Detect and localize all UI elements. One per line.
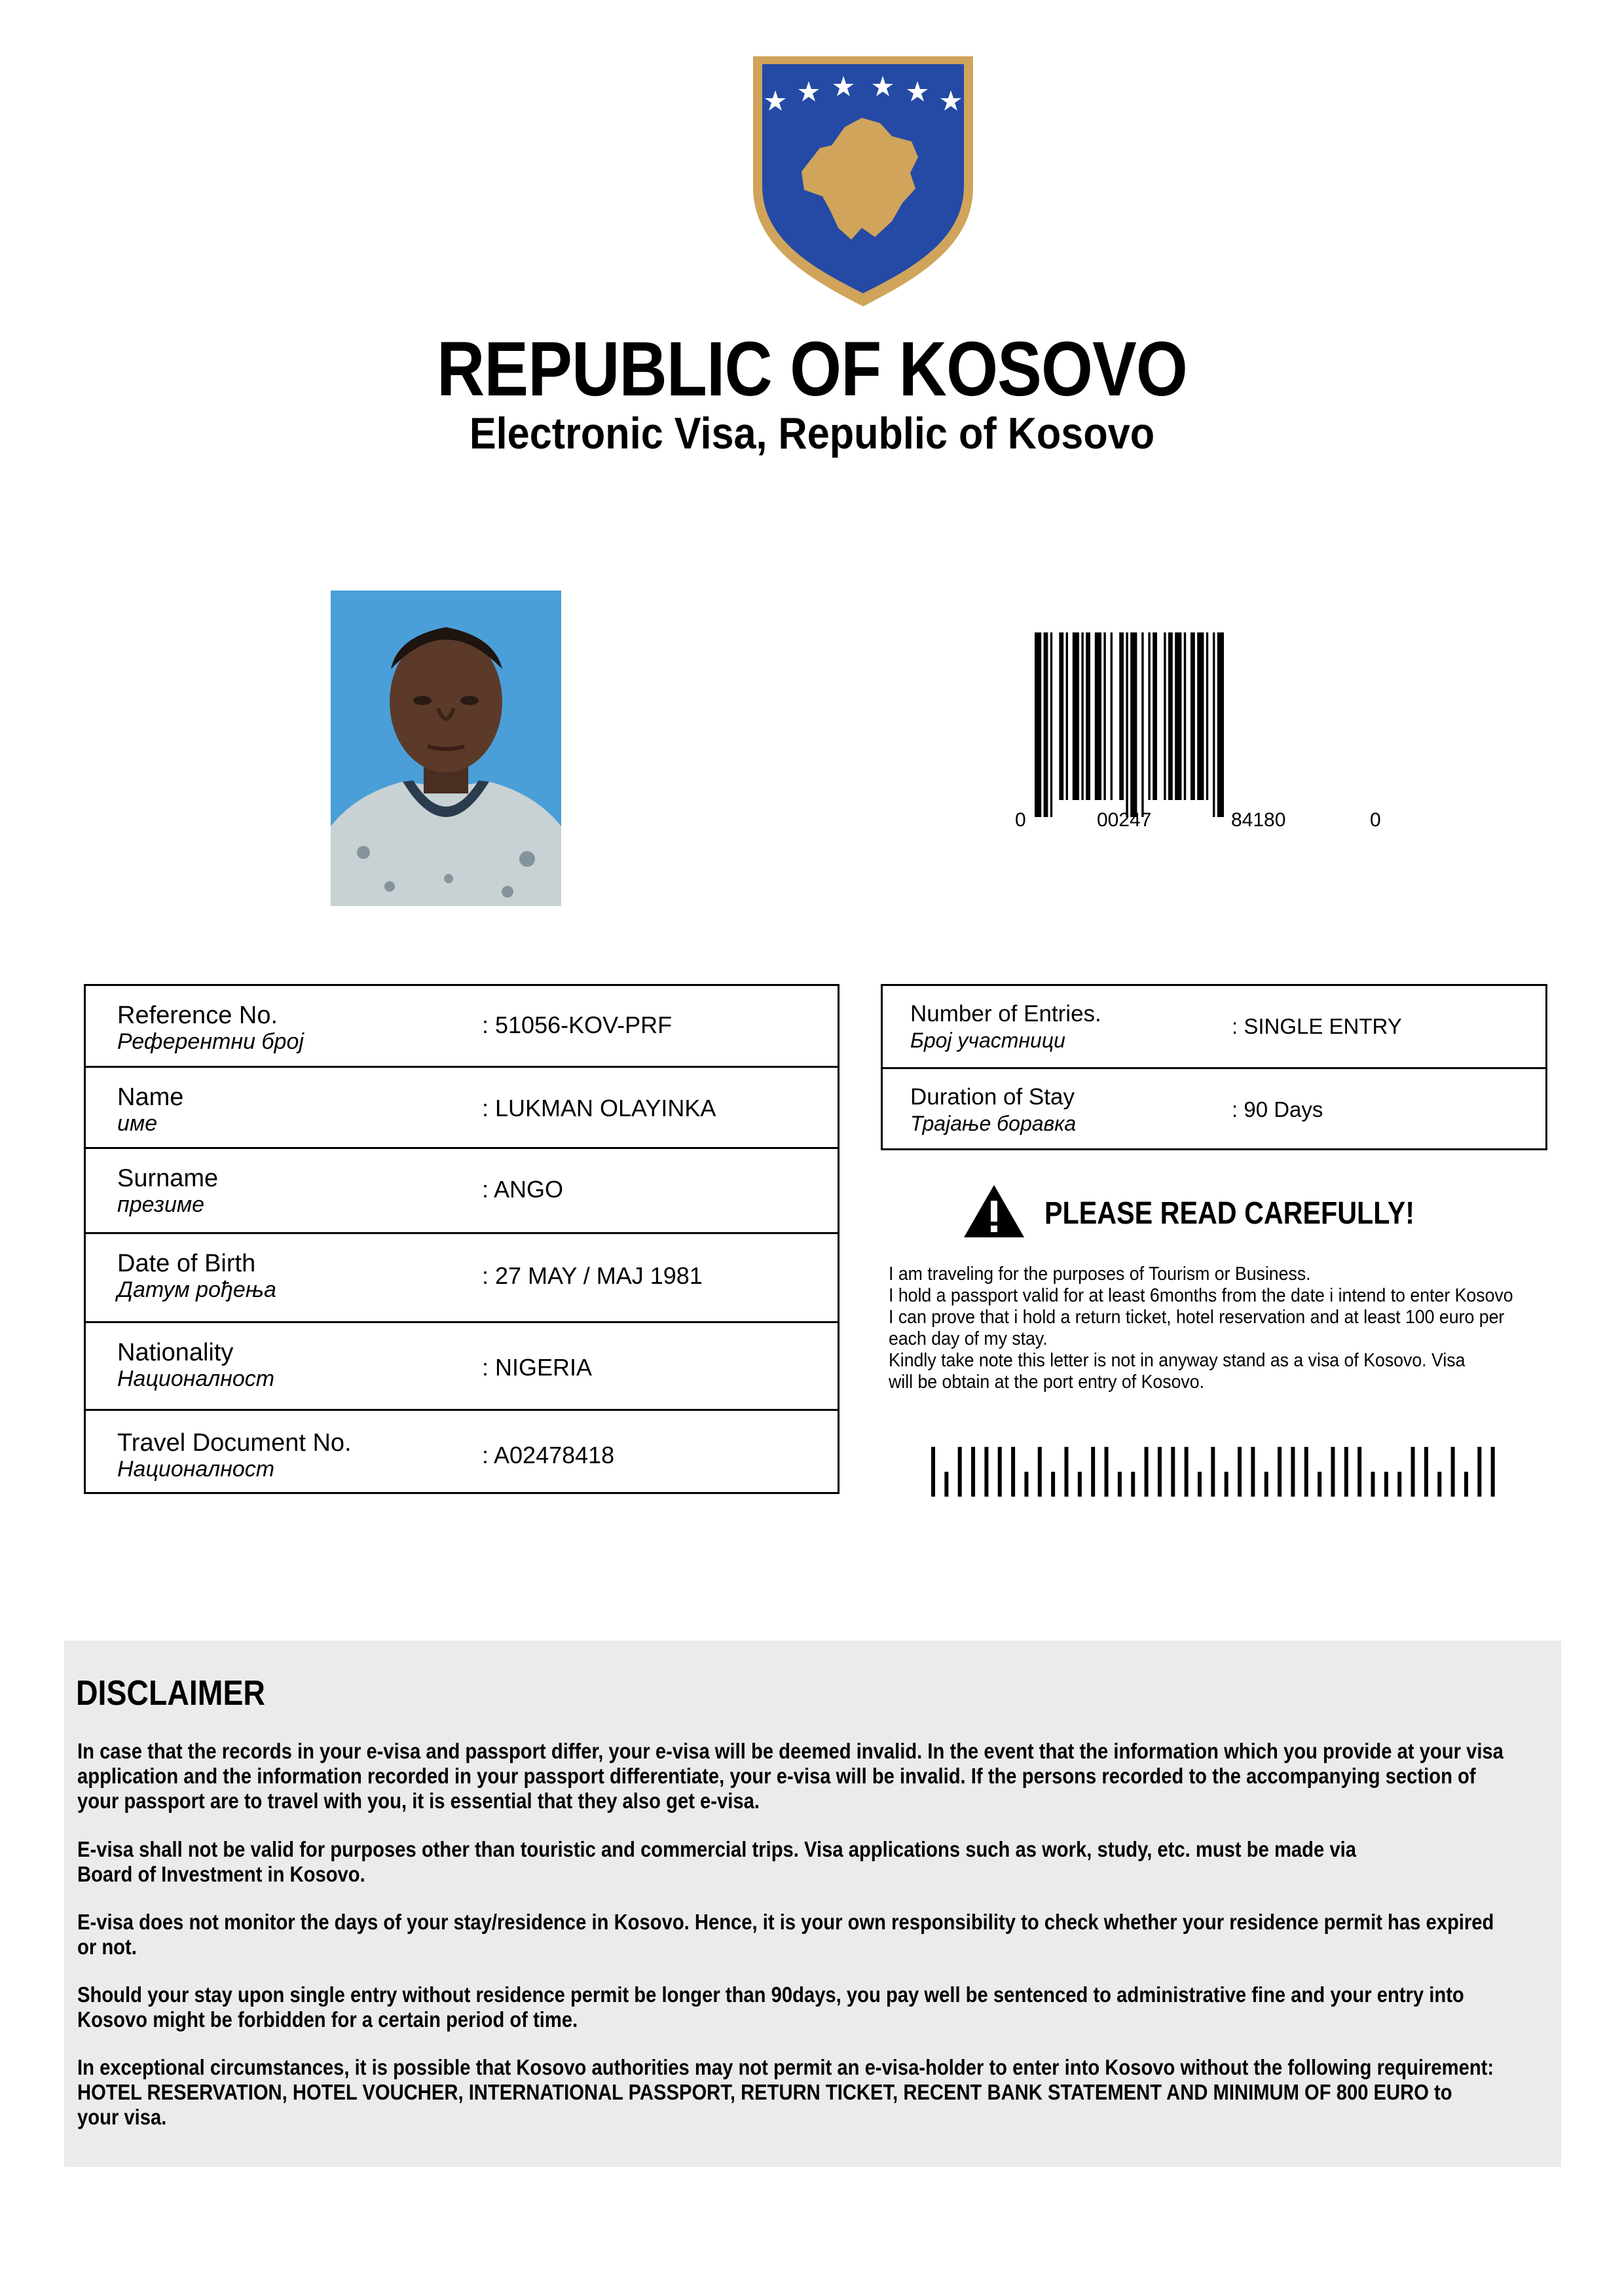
postal-barcode-bar — [1411, 1447, 1415, 1497]
barcode-bar — [1103, 632, 1105, 800]
postal-barcode-bar — [1451, 1447, 1455, 1497]
barcode-bar — [1050, 632, 1052, 817]
postal-barcode — [930, 1446, 1503, 1498]
postal-barcode-bar — [1491, 1447, 1495, 1497]
postal-barcode-bar — [1145, 1447, 1149, 1497]
notice-line: I hold a passport valid for at least 6months from the date i intend to enter Kosovo — [889, 1285, 1513, 1306]
barcode-bar — [1164, 632, 1166, 800]
postal-barcode-bar — [1024, 1472, 1028, 1497]
kosovo-coat-of-arms — [747, 50, 980, 309]
postal-barcode-bar — [1118, 1472, 1122, 1497]
name-value: : LUKMAN OLAYINKA — [482, 1095, 716, 1121]
barcode-bar — [1184, 632, 1186, 800]
barcode-digit-2: 00247 — [1097, 809, 1152, 830]
barcode-bar — [1086, 632, 1090, 800]
postal-barcode-bar — [1371, 1472, 1375, 1497]
barcode — [1008, 630, 1388, 830]
nationality-label: Nationality Националност — [117, 1339, 275, 1391]
disclaimer-paragraph — [77, 1837, 1491, 1887]
postal-barcode-bar — [1198, 1472, 1202, 1497]
dob-value: : 27 MAY / MAJ 1981 — [482, 1262, 703, 1289]
row-entries — [883, 986, 1545, 1067]
duration-value: : 90 Days — [1232, 1097, 1323, 1121]
barcode-digit-1: 0 — [1015, 809, 1026, 830]
reference-value: : 51056-KOV-PRF — [482, 1011, 673, 1038]
duration-label: Duration of Stay Трајање боравка — [910, 1084, 1077, 1135]
postal-barcode-bar — [1344, 1447, 1348, 1497]
disclaimer-line: or not. — [77, 1935, 137, 1959]
postal-barcode-bar — [1091, 1447, 1095, 1497]
barcode-bar — [1197, 632, 1204, 800]
notice-line: each day of my stay. — [889, 1328, 1048, 1349]
barcode-bar — [1148, 632, 1150, 800]
barcode-bar — [1035, 632, 1041, 817]
postal-barcode-bar — [1437, 1472, 1441, 1497]
travel-doc-label: Travel Document No. Националност — [117, 1429, 352, 1482]
postal-barcode-bar — [1304, 1447, 1308, 1497]
row-surname — [86, 1147, 838, 1232]
postal-barcode-bar — [958, 1447, 962, 1497]
disclaimer-line: E-visa shall not be valid for purposes other than touristic and commercial trips. Visa applications such as work, study, etc. must be made via — [77, 1837, 1356, 1861]
applicant-details-table — [84, 984, 840, 1494]
surname-label: Surname презиме — [117, 1165, 219, 1217]
row-name — [86, 1066, 838, 1147]
barcode-bar — [1066, 632, 1068, 800]
postal-barcode-bar — [998, 1447, 1002, 1497]
visa-details-table — [881, 984, 1547, 1150]
surname-value: : ANGO — [482, 1176, 564, 1203]
disclaimer-paragraph — [77, 1739, 1504, 1813]
barcode-digit-4: 0 — [1370, 809, 1381, 830]
notice-line: Kindly take note this letter is not in anyway stand as a visa of Kosovo. Visa — [889, 1350, 1466, 1371]
disclaimer-paragraph — [77, 1910, 1494, 1959]
disclaimer-paragraph — [77, 1982, 1491, 2032]
notice-line: I am traveling for the purposes of Tourism or Business. — [889, 1264, 1311, 1285]
postal-barcode-bar — [1251, 1447, 1255, 1497]
postal-barcode-bar — [1211, 1447, 1215, 1497]
postal-barcode-bar — [1158, 1447, 1162, 1497]
disclaimer-line: Board of Investment in Kosovo. — [77, 1862, 365, 1886]
postal-barcode-bar — [931, 1447, 935, 1497]
postal-barcode-bar — [1131, 1472, 1135, 1497]
disclaimer-section — [64, 1641, 1561, 2167]
page-title: REPUBLIC OF KOSOVO — [436, 326, 1187, 412]
reference-label: Reference No. Референтни број — [117, 1002, 304, 1054]
postal-barcode-bar — [1397, 1472, 1401, 1497]
barcode-bar — [1190, 632, 1195, 800]
postal-barcode-bar — [1357, 1447, 1361, 1497]
postal-barcode-bar — [984, 1447, 988, 1497]
dob-label: Date of Birth Датум рођења — [117, 1250, 276, 1302]
postal-barcode-bar — [1064, 1447, 1068, 1497]
travel-doc-value: : A02478418 — [482, 1442, 615, 1468]
postal-barcode-bar — [1171, 1447, 1175, 1497]
postal-barcode-bar — [1331, 1447, 1335, 1497]
postal-barcode-bar — [1105, 1447, 1109, 1497]
barcode-bar — [1213, 632, 1215, 817]
barcode-bar — [1206, 632, 1208, 800]
disclaimer-paragraph — [77, 2055, 1494, 2130]
name-label: Name име — [117, 1084, 184, 1136]
postal-barcode-bar — [1424, 1447, 1428, 1497]
postal-barcode-bar — [1384, 1472, 1388, 1497]
barcode-bar — [1044, 632, 1048, 817]
postal-barcode-bar — [1011, 1447, 1015, 1497]
postal-barcode-bar — [971, 1447, 975, 1497]
barcode-bar — [1073, 632, 1079, 800]
postal-barcode-bar — [1238, 1447, 1242, 1497]
postal-barcode-bar — [1185, 1447, 1189, 1497]
barcode-bar — [1168, 632, 1173, 800]
nationality-value: : NIGERIA — [482, 1354, 593, 1381]
warning-icon — [963, 1184, 1025, 1239]
postal-barcode-bar — [1278, 1447, 1282, 1497]
notice-title: PLEASE READ CAREFULLY! — [1044, 1196, 1414, 1231]
disclaimer-title: DISCLAIMER — [76, 1673, 265, 1713]
row-nationality — [86, 1321, 838, 1409]
postal-barcode-bar — [1477, 1447, 1481, 1497]
notice-text — [889, 1264, 1570, 1393]
barcode-bar — [1126, 632, 1128, 817]
postal-barcode-bar — [1264, 1472, 1268, 1497]
postal-barcode-bar — [1078, 1472, 1082, 1497]
barcode-bar — [1059, 632, 1063, 800]
barcode-bar — [1141, 632, 1143, 817]
postal-barcode-bar — [944, 1472, 948, 1497]
notice-line: will be obtain at the port entry of Kosovo. — [889, 1372, 1205, 1393]
barcode-bar — [1111, 632, 1113, 800]
postal-barcode-bar — [1318, 1472, 1321, 1497]
disclaimer-line: E-visa does not monitor the days of your stay/residence in Kosovo. Hence, it is your own responsibility to check whether your residence permit has expired — [77, 1910, 1494, 1934]
barcode-bar — [1081, 632, 1083, 800]
disclaimer-line: In case that the records in your e-visa and passport differ, your e-visa will be deemed invalid. In the event that the information which you provide at your visa — [77, 1739, 1504, 1763]
notice-line: I can prove that i hold a return ticket, hotel reservation and at least 100 euro per — [889, 1307, 1505, 1328]
entries-value: : SINGLE ENTRY — [1232, 1014, 1402, 1038]
disclaimer-line: Should your stay upon single entry without residence permit be longer than 90days, you pay well be sentenced to administrative fine and your entry into — [77, 1982, 1464, 2007]
barcode-bar — [1119, 632, 1124, 800]
barcode-bar — [1217, 632, 1224, 817]
applicant-photo — [331, 591, 561, 906]
disclaimer-line: Kosovo might be forbidden for a certain period of time. — [77, 2007, 578, 2032]
disclaimer-line: application and the information recorded in your passport differentiate, your e-visa will be invalid. If the persons recorded to the accompanying section of — [77, 1764, 1476, 1788]
row-travel-document — [86, 1409, 838, 1492]
disclaimer-line: In exceptional circumstances, it is possible that Kosovo authorities may not permit an e-visa-holder to enter into Kosovo without the following requirement: — [77, 2055, 1494, 2079]
barcode-bar — [1130, 632, 1137, 817]
postal-barcode-bar — [1464, 1472, 1468, 1497]
disclaimer-line: your visa. — [77, 2105, 167, 2129]
row-duration — [883, 1067, 1545, 1148]
postal-barcode-bar — [1225, 1472, 1228, 1497]
barcode-bar — [1175, 632, 1181, 800]
entries-label: Number of Entries. Број участници — [910, 1001, 1101, 1052]
barcode-bar — [1153, 632, 1157, 800]
row-dob — [86, 1232, 838, 1321]
barcode-digit-3: 84180 — [1231, 809, 1286, 830]
postal-barcode-bar — [1038, 1447, 1042, 1497]
barcode-bar — [1095, 632, 1101, 800]
disclaimer-line: HOTEL RESERVATION, HOTEL VOUCHER, INTERNATIONAL PASSPORT, RETURN TICKET, RECENT BANK STATEMENT AND MINIMUM OF 800 EURO to — [77, 2080, 1452, 2104]
page-subtitle: Electronic Visa, Republic of Kosovo — [469, 409, 1155, 458]
disclaimer-line: your passport are to travel with you, it is essential that they also get e-visa. — [77, 1789, 760, 1813]
row-reference — [86, 986, 838, 1066]
postal-barcode-bar — [1051, 1472, 1055, 1497]
postal-barcode-bar — [1291, 1447, 1295, 1497]
